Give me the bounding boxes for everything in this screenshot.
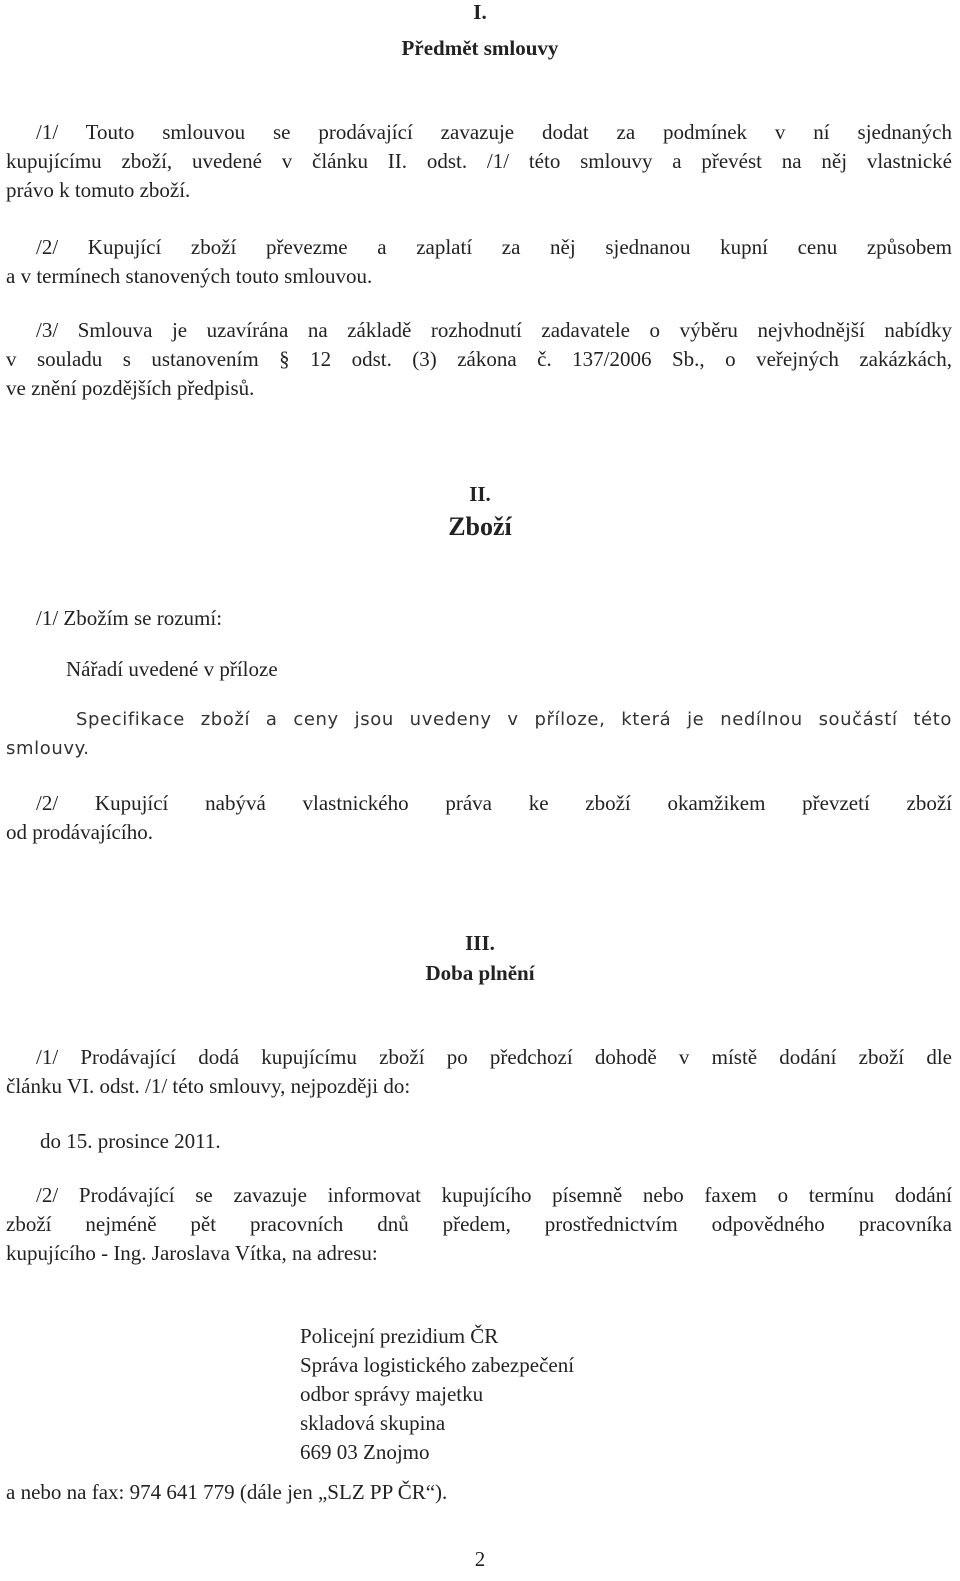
article-1-para-2-line-2: a v termínech stanovených touto smlouvou. [6,264,373,288]
article-2-spec-line-1: Specifikace zboží a ceny jsou uvedeny v příloze, která je nedílnou součástí této [76,709,952,730]
article-2-item: Nářadí uvedené v příloze [66,657,278,681]
article-2-number: II. [469,482,491,506]
address-line-4: skladová skupina [300,1411,446,1435]
article-1-para-1-line-3: právo k tomuto zboží. [6,178,191,202]
article-3-para-2-line-3: kupujícího - Ing. Jaroslava Vítka, na adresu: [6,1241,378,1265]
article-1-para-3-line-1: /3/ Smlouva je uzavírána na základě rozhodnutí zadavatele o výběru nejvhodnější nabídky [36,318,952,342]
article-2-para-2-line-1: /2/ Kupující nabývá vlastnického práva ke zboží okamžikem převzetí zboží [36,791,952,815]
address-line-1: Policejní prezidium ČR [300,1324,499,1348]
article-2-title: Zboží [448,512,512,541]
fax-line: a nebo na fax: 974 641 779 (dále jen „SLZ PP ČR“). [6,1480,448,1504]
article-2-para-2-line-2: od prodávajícího. [6,820,153,844]
article-1-title: Předmět smlouvy [401,36,559,60]
address-line-3: odbor správy majetku [300,1382,484,1406]
page-number: 2 [474,1547,486,1571]
article-3-para-2-line-2: zboží nejméně pět pracovních dnů předem, prostřednictvím odpovědného pracovníka [6,1212,952,1236]
article-1-para-2-line-1: /2/ Kupující zboží převezme a zaplatí za něj sjednanou kupní cenu způsobem [36,235,952,259]
article-1-para-1-line-1: /1/ Touto smlouvou se prodávající zavazuje dodat za podmínek v ní sjednaných [36,120,952,144]
address-line-5: 669 03 Znojmo [300,1440,430,1464]
article-1-para-3-line-3: ve znění pozdějších předpisů. [6,376,255,400]
article-3-para-2-line-1: /2/ Prodávající se zavazuje informovat kupujícího písemně nebo faxem o termínu dodání [36,1183,952,1207]
article-2-para-1: /1/ Zbožím se rozumí: [36,606,223,630]
article-3-title: Doba plnění [425,961,535,985]
article-1-para-3-line-2: v souladu s ustanovením § 12 odst. (3) zákona č. 137/2006 Sb., o veřejných zakázkách, [6,347,952,371]
article-3-para-1-line-2: článku VI. odst. /1/ této smlouvy, nejpozději do: [6,1074,411,1098]
article-3-para-1-line-1: /1/ Prodávající dodá kupujícímu zboží po předchozí dohodě v místě dodání zboží dle [36,1045,952,1069]
delivery-deadline: do 15. prosince 2011. [40,1129,221,1153]
article-3-number: III. [465,931,495,955]
article-1-para-1-line-2: kupujícímu zboží, uvedené v článku II. odst. /1/ této smlouvy a převést na něj vlastnické [6,149,952,173]
article-1-number: I. [473,0,487,24]
address-line-2: Správa logistického zabezpečení [300,1353,575,1377]
article-2-spec-line-2: smlouvy. [6,738,90,759]
